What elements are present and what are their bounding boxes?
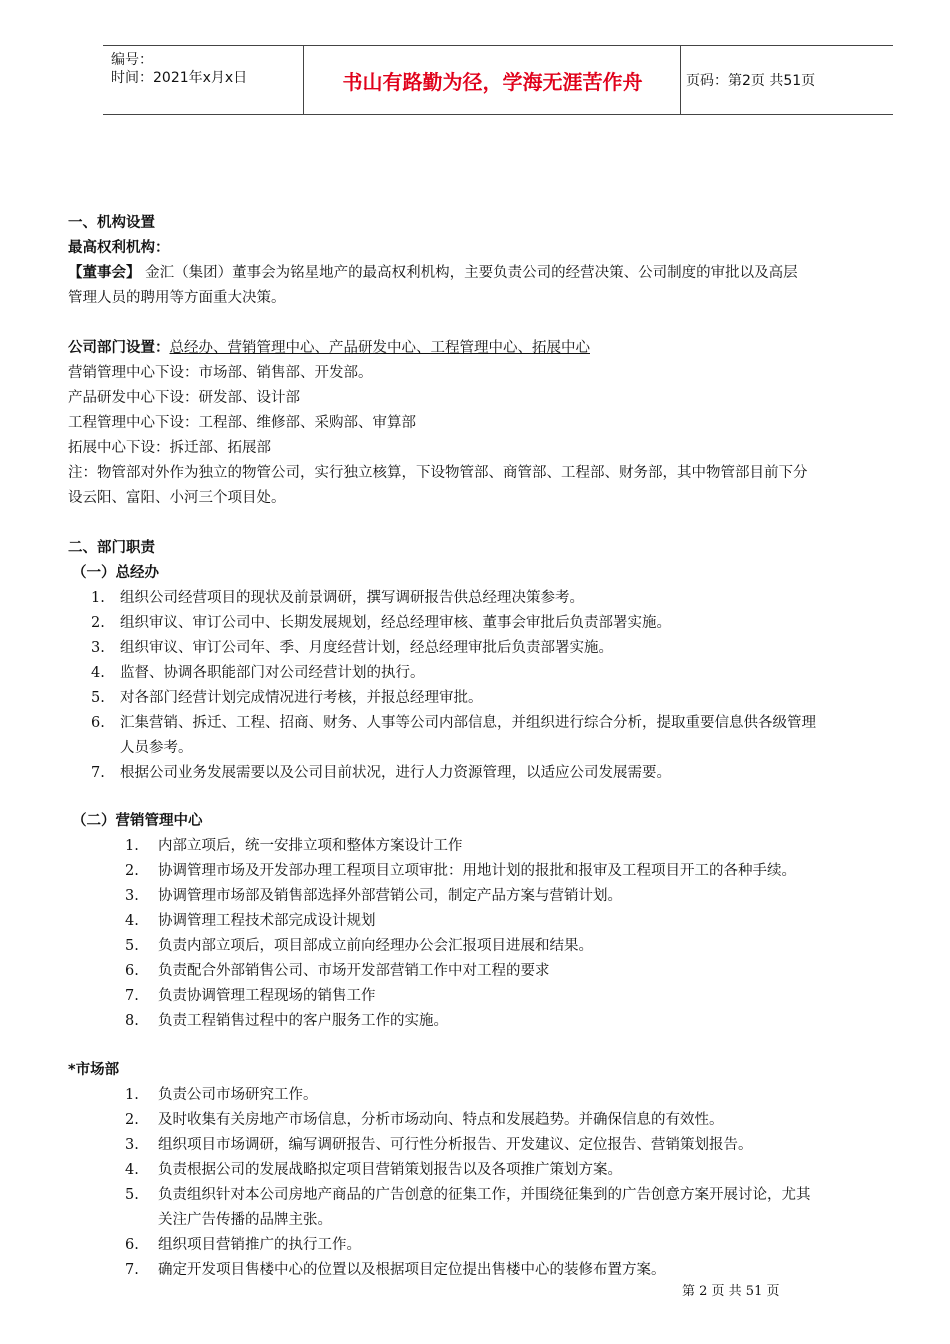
list-item-text: 组织项目营销推广的执行工作。 — [158, 1237, 361, 1253]
list-item-number: 2. — [125, 1112, 139, 1128]
list-item-text: 负责配合外部销售公司、市场开发部营销工作中对工程的要求 — [158, 963, 550, 979]
list-item — [125, 984, 925, 1009]
list-item — [125, 1108, 925, 1133]
list-item — [125, 834, 925, 859]
list-item-text: 负责组织针对本公司房地产商品的广告创意的征集工作，并围绕征集到的广告创意方案开展讨论，尤其 — [158, 1187, 811, 1203]
list-item-number: 3. — [91, 640, 105, 656]
list-item-text-continued: 人员参考。 — [120, 740, 193, 756]
list-item-text: 组织审议、审订公司中、长期发展规划，经总经理审核、董事会审批后负责部署实施。 — [120, 615, 671, 631]
note-line1: 注：物管部对外作为独立的物管公司，实行独立核算，下设物管部、商管部、工程部、财务部，其中物管部目前下分 — [68, 465, 808, 481]
code-label: 编号： — [111, 52, 153, 68]
list-item-text: 监督、协调各职能部门对公司经营计划的执行。 — [120, 665, 425, 681]
dept-value: 总经办、营销管理中心、产品研发中心、工程管理中心、拓展中心 — [169, 340, 590, 356]
list-item-number: 5. — [91, 690, 105, 706]
list-item-text: 协调管理市场部及销售部选择外部营销公司，制定产品方案与营销计划。 — [158, 888, 622, 904]
list-item-number: 6. — [91, 715, 105, 731]
list-item-text: 汇集营销、拆迁、工程、招商、财务、人事等公司内部信息，并组织进行综合分析，提取重要信息供各级管理 — [120, 715, 816, 731]
time-label: 时间：2021年x月x日 — [111, 70, 248, 86]
list-item — [91, 711, 931, 761]
list-item-text: 确定开发项目售楼中心的位置以及根据项目定位提出售楼中心的装修布置方案。 — [158, 1262, 666, 1278]
list-item — [125, 884, 925, 909]
list-item-number: 7. — [91, 765, 105, 781]
list-item-number: 5. — [125, 938, 139, 954]
dept-line: 工程管理中心下设：工程部、维修部、采购部、审算部 — [68, 415, 416, 431]
list-item-text: 协调管理工程技术部完成设计规划 — [158, 913, 376, 929]
list-item — [125, 1133, 925, 1158]
document-header — [103, 45, 893, 115]
list-item — [125, 959, 925, 984]
header-divider — [303, 46, 304, 114]
list-item-number: 1. — [125, 838, 139, 854]
list-item — [91, 686, 931, 711]
list-item-text: 负责协调管理工程现场的销售工作 — [158, 988, 376, 1004]
header-motto: 书山有路勤为径，学海无涯苦作舟 — [342, 69, 643, 94]
dept-line: 营销管理中心下设：市场部、销售部、开发部。 — [68, 365, 373, 381]
list-item-text: 负责工程销售过程中的客户服务工作的实施。 — [158, 1013, 448, 1029]
section2-title: 二、部门职责 — [68, 540, 155, 556]
sub1-title: （一）总经办 — [72, 565, 159, 581]
list-item — [125, 1009, 925, 1034]
list-item — [125, 909, 925, 934]
list-item-text: 内部立项后，统一安排立项和整体方案设计工作 — [158, 838, 463, 854]
list-item-number: 3. — [125, 888, 139, 904]
sub3-list — [125, 1083, 925, 1283]
list-item-text: 组织公司经营项目的现状及前景调研，撰写调研报告供总经理决策参考。 — [120, 590, 584, 606]
list-item-number: 2. — [91, 615, 105, 631]
list-item-text: 对各部门经营计划完成情况进行考核，并报总经理审批。 — [120, 690, 483, 706]
list-item-number: 7. — [125, 1262, 139, 1278]
list-item-text: 负责内部立项后，项目部成立前向经理办公会汇报项目进展和结果。 — [158, 938, 593, 954]
header-meta — [103, 46, 303, 114]
list-item-text-continued: 关注广告传播的品牌主张。 — [158, 1212, 332, 1228]
sub1-list — [91, 586, 931, 786]
list-item-number: 1. — [125, 1087, 139, 1103]
sub2-list — [125, 834, 925, 1034]
board-paragraph-line2: 管理人员的聘用等方面重大决策。 — [68, 290, 286, 306]
dept-setup — [68, 336, 590, 361]
dept-label: 公司部门设置： — [68, 340, 170, 356]
list-item-number: 7. — [125, 988, 139, 1004]
list-item-number: 4. — [125, 1162, 139, 1178]
list-item — [125, 859, 925, 884]
board-text: 金汇（集团）董事会为铭星地产的最高权利机构，主要负责公司的经营决策、公司制度的审批以及高层 — [140, 265, 798, 281]
sub3-title: *市场部 — [68, 1062, 120, 1078]
page-footer: 第 2 页 共 51 页 — [682, 1284, 780, 1299]
header-divider — [680, 46, 681, 114]
list-item-number: 5. — [125, 1187, 139, 1203]
list-item — [91, 611, 931, 636]
list-item-text: 组织审议、审订公司年、季、月度经营计划，经总经理审批后负责部署实施。 — [120, 640, 613, 656]
list-item — [91, 761, 931, 786]
list-item-number: 6. — [125, 963, 139, 979]
board-label: 【董事会】 — [68, 265, 141, 281]
header-page-info: 页码：第2页 共51页 — [686, 73, 816, 89]
list-item — [125, 1258, 925, 1283]
board-paragraph-line1 — [68, 261, 798, 286]
section1-title: 一、机构设置 — [68, 215, 155, 231]
list-item-text: 协调管理市场及开发部办理工程项目立项审批：用地计划的报批和报审及工程项目开工的各种手续。 — [158, 863, 796, 879]
list-item — [125, 1158, 925, 1183]
list-item-number: 4. — [91, 665, 105, 681]
list-item-text: 组织项目市场调研，编写调研报告、可行性分析报告、开发建议、定位报告、营销策划报告。 — [158, 1137, 753, 1153]
list-item-number: 4. — [125, 913, 139, 929]
list-item-text: 负责公司市场研究工作。 — [158, 1087, 318, 1103]
list-item — [91, 661, 931, 686]
list-item — [125, 1233, 925, 1258]
list-item-number: 8. — [125, 1013, 139, 1029]
list-item-number: 1. — [91, 590, 105, 606]
section1-subtitle: 最高权利机构： — [68, 240, 170, 256]
list-item-number: 2. — [125, 863, 139, 879]
list-item — [91, 586, 931, 611]
list-item — [125, 1183, 925, 1233]
list-item-number: 3. — [125, 1137, 139, 1153]
list-item — [91, 636, 931, 661]
list-item-text: 及时收集有关房地产市场信息，分析市场动向、特点和发展趋势。并确保信息的有效性。 — [158, 1112, 724, 1128]
list-item — [125, 1083, 925, 1108]
list-item — [125, 934, 925, 959]
sub2-title: （二）营销管理中心 — [72, 813, 203, 829]
dept-line: 拓展中心下设：拆迁部、拓展部 — [68, 440, 271, 456]
note-line2: 设云阳、富阳、小河三个项目处。 — [68, 490, 286, 506]
list-item-text: 根据公司业务发展需要以及公司目前状况，进行人力资源管理，以适应公司发展需要。 — [120, 765, 671, 781]
list-item-text: 负责根据公司的发展战略拟定项目营销策划报告以及各项推广策划方案。 — [158, 1162, 622, 1178]
list-item-number: 6. — [125, 1237, 139, 1253]
dept-line: 产品研发中心下设：研发部、设计部 — [68, 390, 300, 406]
